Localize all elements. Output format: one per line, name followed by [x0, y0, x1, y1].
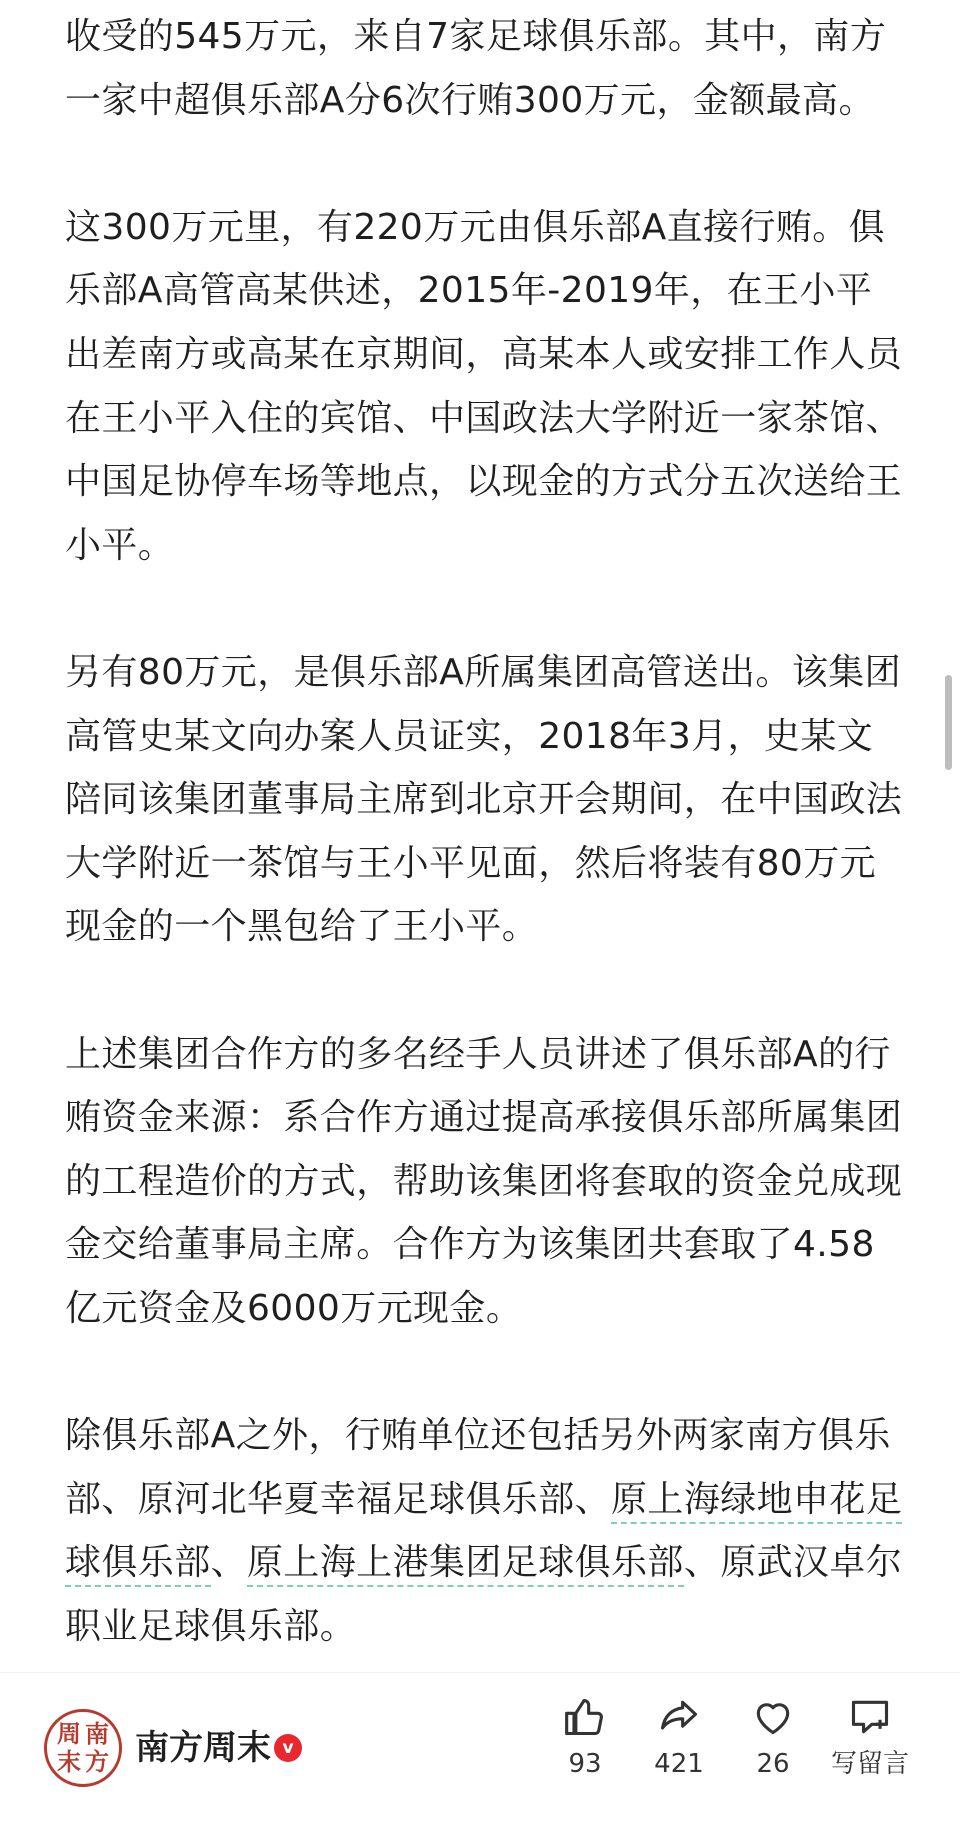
- like-count: 93: [568, 1749, 602, 1779]
- favorite-count: 26: [756, 1749, 790, 1779]
- comment-label: 写留言: [830, 1749, 909, 1779]
- paragraph-5-separator: 、: [210, 1542, 248, 1584]
- logo-char: 南: [85, 1719, 109, 1748]
- paragraph-gap: [65, 577, 905, 641]
- paragraph-5-text-start: 除俱乐部A之外，行贿单位还包括另外两家南方俱乐部、原河北华夏幸福足球俱乐部、: [65, 1415, 891, 1520]
- share-count: 421: [654, 1749, 704, 1779]
- article-body: [65, 0, 905, 1658]
- share-arrow-icon: [657, 1695, 701, 1739]
- article-footer: [0, 1672, 960, 1821]
- paragraph-1: 收受的545万元，来自7家足球俱乐部。其中，南方一家中超俱乐部A分6次行贿300万元，金额最高。: [65, 16, 887, 121]
- paragraph-3: 另有80万元，是俱乐部A所属集团高管送出。该集团高管史某文向办案人员证实，2018年3月，史某文陪同该集团董事局主席到北京开会期间，在中国政法大学附近一茶馆与王小平见面，然后将装有80万元现金的一个黑包给了王小平。: [65, 651, 903, 948]
- source-name[interactable]: 南方周末: [135, 1728, 271, 1768]
- club-link-shanggang[interactable]: 原上海上港集团足球俱乐部: [247, 1542, 684, 1587]
- comment-plus-icon: [848, 1695, 892, 1739]
- paragraph-gap: [65, 132, 905, 196]
- logo-char: 方: [85, 1747, 109, 1776]
- comment-button[interactable]: [815, 1695, 925, 1805]
- logo-char: 末: [57, 1747, 81, 1776]
- paragraph-4: 上述集团合作方的多名经手人员讲述了俱乐部A的行贿资金来源：系合作方通过提高承接俱乐部所属集团的工程造价的方式，帮助该集团将套取的资金兑成现金交给董事局主席。合作方为该集团共套取了4.58亿元资金及6000万元现金。: [65, 1033, 903, 1329]
- verified-badge-icon: v: [274, 1734, 302, 1762]
- source-logo[interactable]: [44, 1709, 122, 1787]
- paragraph-2: 这300万元里，有220万元由俱乐部A直接行贿。俱乐部A高管高某供述，2015年-2019年，在王小平出差南方或高某在京期间，高某本人或安排工作人员在王小平入住的宾馆、中国政法大学附近一家茶馆、中国足协停车场等地点，以现金的方式分五次送给王小平。: [65, 206, 903, 566]
- favorite-button[interactable]: [718, 1695, 828, 1805]
- logo-char: 周: [57, 1719, 81, 1748]
- scrollbar[interactable]: [945, 675, 952, 770]
- club-link-shenhua[interactable]: 原上海绿地申花足球俱乐部: [65, 1479, 902, 1588]
- heart-icon: [751, 1695, 795, 1739]
- paragraph-gap: [65, 959, 905, 1023]
- thumbs-up-icon: [563, 1695, 607, 1739]
- paragraph-5: [65, 1404, 905, 1658]
- paragraph-5-text-end: 、原武汉卓尔职业足球俱乐部。: [65, 1542, 903, 1647]
- paragraph-gap: [65, 1340, 905, 1404]
